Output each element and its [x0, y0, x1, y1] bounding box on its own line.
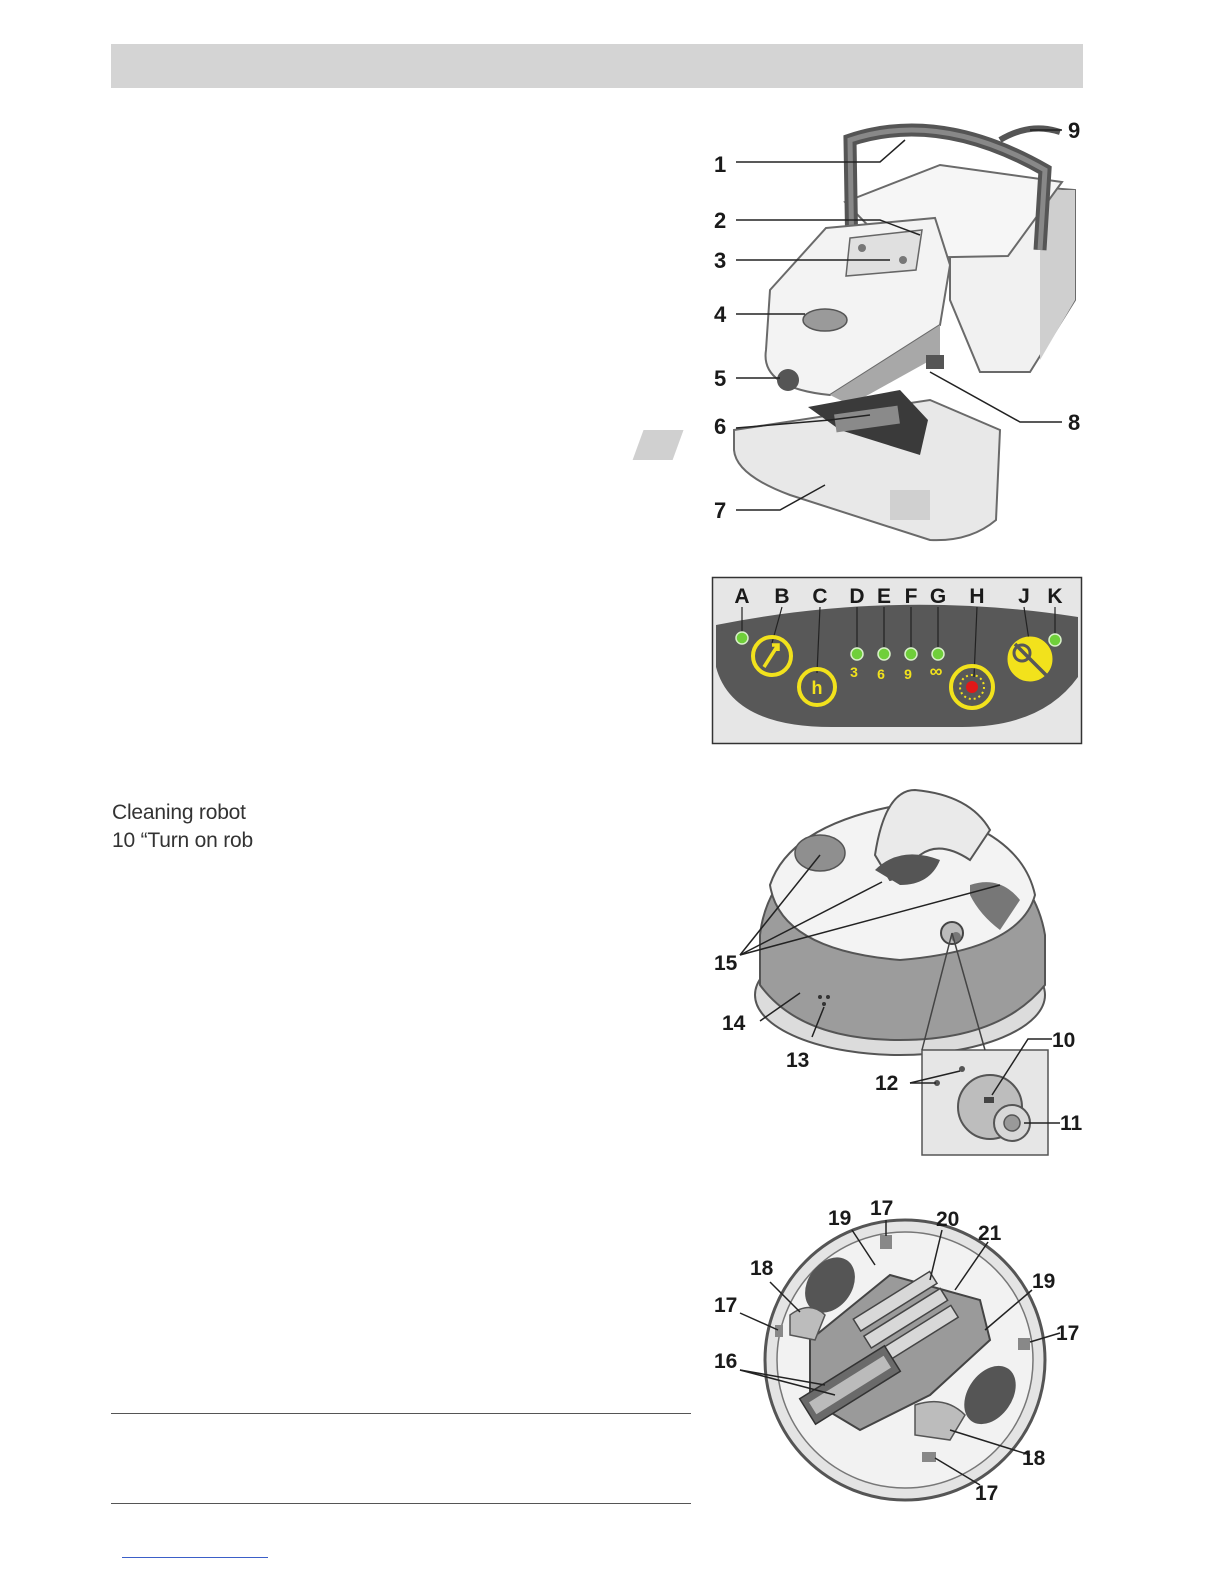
base-station-figure	[700, 110, 1100, 550]
label-D: D	[849, 585, 865, 608]
callout-4: 4	[714, 302, 727, 327]
value-infinite: ∞	[929, 661, 943, 681]
label-C: C	[812, 585, 828, 608]
callout-3: 3	[714, 248, 727, 273]
control-panel-figure	[712, 577, 1082, 744]
divider-bottom	[111, 1503, 691, 1504]
label-F: F	[904, 585, 918, 608]
value-3: 3	[850, 664, 858, 680]
callout-8: 8	[1068, 410, 1081, 435]
led-k-icon	[1049, 634, 1061, 646]
divider-top	[111, 1413, 691, 1414]
callout-19-right: 19	[1032, 1270, 1056, 1293]
timer-h-symbol: h	[811, 678, 823, 698]
callout-12: 12	[875, 1072, 899, 1095]
label-J: J	[1018, 585, 1030, 608]
header-bar	[111, 44, 1083, 88]
label-E: E	[876, 585, 892, 608]
callout-18-top: 18	[750, 1257, 774, 1280]
footer-link-underline[interactable]	[122, 1557, 268, 1558]
callout-19-left: 19	[828, 1207, 852, 1230]
callout-9: 9	[1068, 118, 1081, 143]
led-3h-icon	[851, 648, 863, 660]
section-item-10: 10 “Turn on rob	[112, 829, 253, 852]
value-9: 9	[904, 666, 912, 682]
robot-bottom-figure	[700, 1190, 1100, 1510]
callout-20: 20	[936, 1208, 960, 1231]
led-infinite-icon	[932, 648, 944, 660]
callout-1: 1	[714, 152, 727, 177]
label-B: B	[774, 585, 790, 608]
callout-17-left: 17	[714, 1294, 738, 1317]
callout-18-bottom: 18	[1022, 1447, 1046, 1470]
label-H: H	[969, 585, 985, 608]
callout-17-top: 17	[870, 1197, 894, 1220]
led-9h-icon	[905, 648, 917, 660]
callout-13: 13	[786, 1049, 810, 1072]
robot-top-illustration	[740, 790, 1060, 1155]
base-station-illustration	[633, 128, 1075, 540]
callout-7: 7	[714, 498, 727, 523]
robot-top-figure	[700, 785, 1100, 1160]
callout-14: 14	[722, 1012, 746, 1035]
label-K: K	[1047, 585, 1063, 608]
callout-6: 6	[714, 414, 727, 439]
value-6: 6	[877, 666, 885, 682]
label-G: G	[929, 585, 947, 608]
callout-17-bottom: 17	[975, 1482, 999, 1505]
callout-21: 21	[978, 1222, 1002, 1245]
no-brush-button-icon	[1009, 638, 1051, 680]
led-a-icon	[736, 632, 748, 644]
callout-15: 15	[714, 952, 738, 975]
callout-5: 5	[714, 366, 727, 391]
section-title: Cleaning robot	[112, 801, 246, 824]
callout-17-right: 17	[1056, 1322, 1080, 1345]
robot-bottom-illustration	[740, 1220, 1060, 1500]
label-A: A	[734, 585, 750, 608]
led-6h-icon	[878, 648, 890, 660]
callout-16: 16	[714, 1350, 738, 1373]
callout-2: 2	[714, 208, 727, 233]
callout-10: 10	[1052, 1029, 1076, 1052]
callout-11: 11	[1060, 1112, 1083, 1135]
